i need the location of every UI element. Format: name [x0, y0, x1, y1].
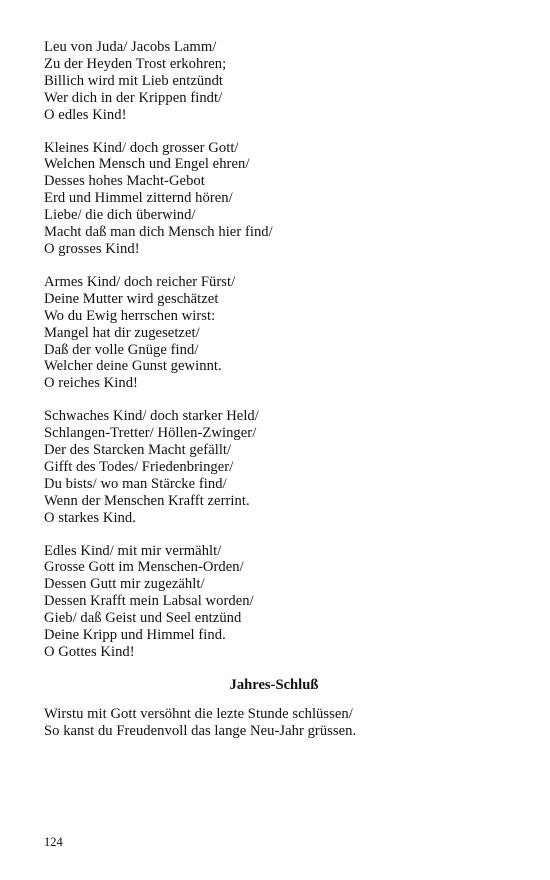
verse-line: Grosse Gott im Menschen-Orden/ [44, 559, 244, 576]
stanza-5 [44, 543, 504, 661]
section-title: Jahres-Schluß [229, 676, 319, 693]
verse-line: Billich wird mit Lieb entzündt [44, 72, 224, 89]
closing-line: Wirstu mit Gott versöhnt die lezte Stunde schlüssen/ [44, 705, 353, 722]
stanza-4 [44, 408, 504, 526]
closing-line: So kanst du Freudenvoll das lange Neu-Jahr grüssen. [44, 722, 357, 739]
verse-line: Kleines Kind/ doch grosser Gott/ [44, 139, 239, 156]
verse-line: Zu der Heyden Trost erkohren; [44, 55, 227, 72]
verse-line: Deine Kripp und Himmel find. [44, 627, 226, 644]
page-number: 124 [44, 835, 63, 849]
verse-line: Mangel hat dir zugesetzet/ [44, 324, 200, 341]
verse-refrain: O Gottes Kind! [44, 644, 135, 660]
closing-couplet [44, 706, 504, 740]
verse-refrain: O edles Kind! [44, 106, 127, 123]
verse-line: Wo du Ewig herrschen wirst: [44, 307, 216, 324]
verse-line: Dessen Gutt mir zugezählt/ [44, 576, 205, 593]
verse-line: Macht daß man dich Mensch hier find/ [44, 224, 273, 241]
verse-refrain: O grosses Kind! [44, 240, 140, 257]
poem-text [44, 39, 504, 756]
verse-line: Der des Starcken Macht gefällt/ [44, 442, 232, 459]
verse-line: Desses hohes Macht-Gebot [44, 173, 205, 190]
verse-line: Schwaches Kind/ doch starker Held/ [44, 408, 259, 425]
verse-line: Welcher deine Gunst gewinnt. [44, 358, 222, 375]
verse-line: Welchen Mensch und Engel ehren/ [44, 156, 250, 173]
verse-line: Schlangen-Tretter/ Höllen-Zwinger/ [44, 425, 257, 442]
verse-line: Gifft des Todes/ Friedenbringer/ [44, 458, 234, 475]
verse-refrain: O reiches Kind! [44, 375, 138, 392]
verse-line: Liebe/ die dich überwind/ [44, 207, 196, 224]
verse-line: Edles Kind/ mit mir vermählt/ [44, 542, 222, 559]
verse-line: Daß der volle Gnüge find/ [44, 341, 199, 358]
verse-line: Wer dich in der Krippen findt/ [44, 89, 223, 106]
verse-line: Dessen Krafft mein Labsal worden/ [44, 593, 254, 610]
verse-refrain: O starkes Kind. [44, 509, 136, 526]
verse-line: Deine Mutter wird geschätzet [44, 290, 219, 307]
stanza-2 [44, 140, 504, 258]
verse-line: Armes Kind/ doch reicher Fürst/ [44, 273, 236, 290]
verse-line: Du bists/ wo man Stärcke find/ [44, 475, 227, 492]
verse-line: Erd und Himmel zitternd hören/ [44, 190, 233, 207]
verse-line: Gieb/ daß Geist und Seel entzünd [44, 610, 242, 627]
stanza-1 [44, 39, 504, 124]
stanza-3 [44, 274, 504, 392]
verse-line: Wenn der Menschen Krafft zerrint. [44, 492, 250, 509]
verse-line: Leu von Juda/ Jacobs Lamm/ [44, 39, 217, 55]
